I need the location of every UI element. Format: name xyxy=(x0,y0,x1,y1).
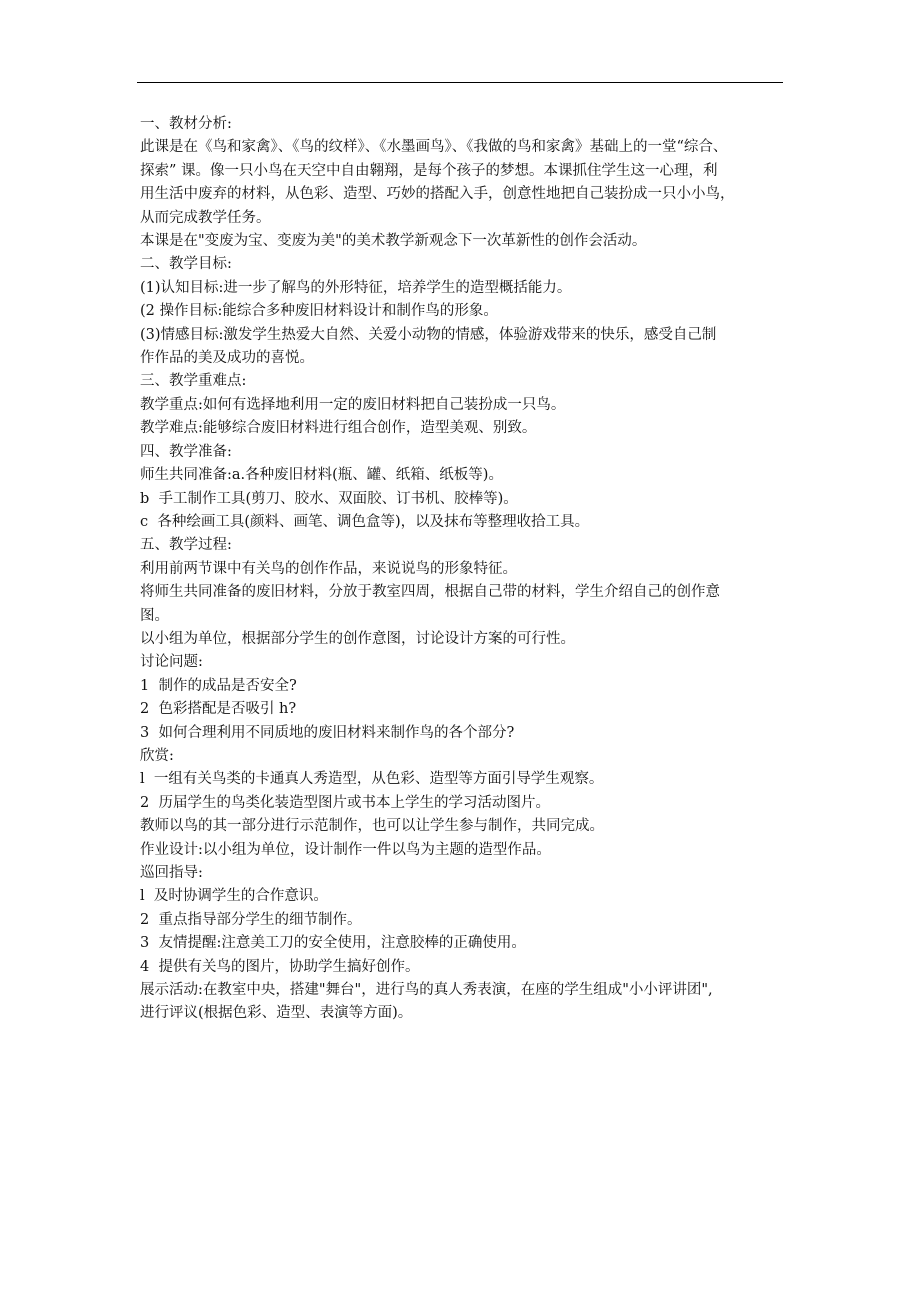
list-item: l 一组有关鸟类的卡通真人秀造型，从色彩、造型等方面引导学生观察。 xyxy=(140,771,604,788)
paragraph-line: 师生共同准备:a.各种废旧材料(瓶、罐、纸箱、纸板等)。 xyxy=(140,467,503,484)
paragraph-line: 教学重点:如何有选择地利用一定的废旧材料把自己装扮成一只鸟。 xyxy=(140,396,566,413)
list-item: 2 重点指导部分学生的细节制作。 xyxy=(140,911,362,928)
paragraph-line: b 手工制作工具(剪刀、胶水、双面胶、订书机、胶棒等)。 xyxy=(140,490,518,507)
paragraph-line: 以小组为单位，根据部分学生的创作意图，讨论设计方案的可行性。 xyxy=(140,630,575,647)
list-item: 2 色彩搭配是否吸引 h? xyxy=(140,701,297,718)
section-heading-analysis: 一、教材分析: xyxy=(140,116,232,132)
list-item: l 及时协调学生的合作意识。 xyxy=(140,888,328,905)
paragraph-line: 利用前两节课中有关鸟的创作作品，来说说鸟的形象特征。 xyxy=(140,560,517,577)
document-body xyxy=(140,113,790,1026)
paragraph-line: (3)情感目标:激发学生热爱大自然、关爱小动物的情感，体验游戏带来的快乐，感受自己制 xyxy=(140,326,717,343)
paragraph-line: 图。 xyxy=(140,607,169,624)
list-item: 4 提供有关鸟的图片，协助学生搞好创作。 xyxy=(140,958,420,975)
paragraph-line: 讨论问题: xyxy=(140,654,203,671)
paragraph-line: (2 操作目标:能综合多种废旧材料设计和制作鸟的形象。 xyxy=(140,303,498,320)
section-heading-key-points: 三、教学重难点: xyxy=(140,373,247,390)
paragraph-line: 本课是在"变废为宝、变废为美"的美术教学新观念下一次革新性的创作会活动。 xyxy=(140,233,647,250)
paragraph-line: 进行评议(根据色彩、造型、表演等方面)。 xyxy=(140,1005,413,1022)
list-item: 1 制作的成品是否安全? xyxy=(140,677,297,694)
section-heading-process: 五、教学过程: xyxy=(140,537,232,554)
list-item: 3 如何合理利用不同质地的废旧材料来制作鸟的各个部分? xyxy=(140,724,515,741)
paragraph-line: 此课是在《鸟和家禽》、《鸟的纹样》、《水墨画鸟》、《我做的鸟和家禽》基础上的一堂“综合、 xyxy=(140,139,728,156)
list-item: 2 历届学生的鸟类化装造型图片或书本上学生的学习活动图片。 xyxy=(140,794,550,811)
paragraph-line: 教师以鸟的其一部分进行示范制作，也可以让学生参与制作，共同完成。 xyxy=(140,818,604,835)
paragraph-line: c 各种绘画工具(颜料、画笔、调色盒等)，以及抹布等整理收拾工具。 xyxy=(140,513,590,530)
section-heading-goals: 二、教学目标: xyxy=(140,256,232,273)
section-heading-preparation: 四、教学准备: xyxy=(140,443,232,460)
paragraph-line: 将师生共同准备的废旧材料，分放于教室四周，根据自己带的材料，学生介绍自己的创作意 xyxy=(140,584,720,601)
paragraph-line: 作业设计:以小组为单位，设计制作一件以鸟为主题的造型作品。 xyxy=(140,841,551,858)
paragraph-line: 从而完成教学任务。 xyxy=(140,209,271,226)
paragraph-line: 巡回指导: xyxy=(140,865,203,881)
paragraph-line: 教学难点:能够综合废旧材料进行组合创作，造型美观、别致。 xyxy=(140,420,537,437)
paragraph-line: 作作品的美及成功的喜悦。 xyxy=(140,350,314,367)
header-rule xyxy=(137,82,783,83)
paragraph-line: 用生活中废弃的材料，从色彩、造型、巧妙的搭配入手，创意性地把自己装扮成一只小小鸟， xyxy=(140,186,735,203)
paragraph-line: (1)认知目标:进一步了解鸟的外形特征，培养学生的造型概括能力。 xyxy=(140,279,572,296)
list-item: 3 友情提醒:注意美工刀的安全使用，注意胶棒的正确使用。 xyxy=(140,935,526,952)
paragraph-line: 探索” 课。像一只小鸟在天空中自由翱翔，是每个孩子的梦想。本课抓住学生这一心理，利 xyxy=(140,162,718,179)
paragraph-line: 欣赏: xyxy=(140,747,174,764)
paragraph-line: 展示活动:在教室中央，搭建"舞台"，进行鸟的真人秀表演，在座的学生组成"小小评讲团", xyxy=(140,982,713,999)
